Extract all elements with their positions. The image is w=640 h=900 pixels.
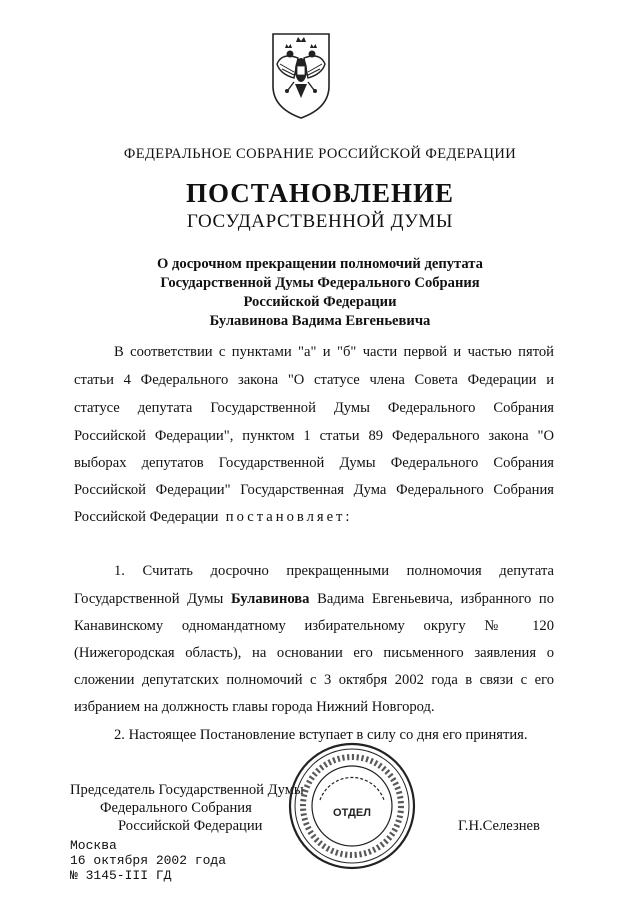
item1-text: Канавинскому одномандатному избирательному округу [74,618,466,634]
resolves-word: постановляет: [225,509,353,525]
preamble-line: статусе депутата Государственной Думы Федерального Собрания [74,400,554,416]
signatory-name: Г.Н.Селезнев [458,818,540,834]
subject-line: Государственной Думы Федерального Собрания [160,275,480,291]
document-type: ПОСТАНОВЛЕНИЕ [185,178,455,208]
item1-line: (Нижегородская область), на основании его письменного заявления о [74,645,554,661]
preamble-line: статьи 4 Федерального закона "О статусе члена Совета Федерации и [74,372,554,388]
signatory-position: Российской Федерации [118,818,263,834]
item1-line [74,591,554,608]
item1-line [74,618,554,635]
issue-date: 16 октября 2002 года [70,853,227,868]
official-stamp-icon [286,740,418,872]
stamp-center-text: ОТДЕЛ [333,807,371,819]
item2-line: 2. Настоящее Постановление вступает в силу со дня его принятия. [114,727,528,743]
item1-line: 1. Считать досрочно прекращенными полномочия депутата [114,563,554,579]
item1-text: Государственной Думы [74,591,224,607]
signatory-position: Федерального Собрания [100,800,252,816]
item1-line: избранием на должность главы города Нижний Новгород. [74,699,435,715]
item1-line: сложении депутатских полномочий с 3 октября 2002 года в связи с его [74,672,554,688]
signatory-position: Председатель Государственной Думы [70,782,304,798]
document-number: № 3145-III ГД [70,868,172,883]
issue-place: Москва [70,838,117,853]
preamble-subject: Российской Федерации [74,509,219,525]
preamble-line: выборах депутатов Государственной Думы Федерального Собрания [74,455,554,471]
coat-of-arms-icon [268,28,334,122]
preamble-line: Российской Федерации" Государственная Дума Федерального Собрания [74,482,554,498]
subject-line: Булавинова Вадима Евгеньевича [209,313,431,329]
document-issuer: ГОСУДАРСТВЕННОЙ ДУМЫ [186,211,454,232]
deputy-surname: Булавинова [230,591,310,607]
preamble-line: В соответствии с пунктами "а" и "б" части первой и частью пятой [114,344,554,360]
subject-line: О досрочном прекращении полномочий депутата [157,256,483,272]
assembly-title: ФЕДЕРАЛЬНОЕ СОБРАНИЕ РОССИЙСКОЙ ФЕДЕРАЦИИ [123,146,517,162]
district-number: № 120 [484,618,554,634]
preamble-last-line [74,509,554,526]
preamble-line: Российской Федерации", пунктом 1 статьи 89 Федерального закона "О [74,428,554,444]
subject-line: Российской Федерации [243,294,397,310]
item1-text: Вадима Евгеньевича, избранного по [317,591,555,607]
